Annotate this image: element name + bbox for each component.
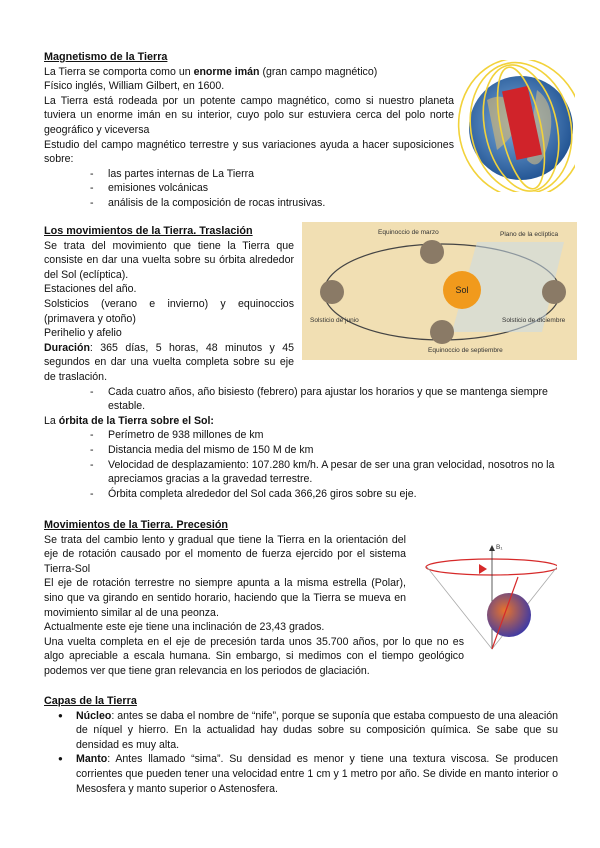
- vector-label: B₁: [496, 544, 503, 551]
- orbit-diagram-image: [302, 222, 577, 360]
- text: : 365 días, 5 horas, 48 minutos y 45 segundos en dar una vuelta completa sobre su eje de traslación.: [44, 341, 294, 383]
- bullet-list: [44, 385, 558, 414]
- paragraph: El eje de rotación terrestre no siempre apunta a la misma estrella (Polar), sino que va girando en sentido horario, haciendo que la Tierra se mueva en movimiento similar al de una peonza.: [44, 577, 406, 619]
- bold-text: Duración: [44, 341, 90, 354]
- label-plano-ecliptica: Plano de la eclíptica: [500, 231, 559, 238]
- bold-text: Manto: [76, 753, 108, 766]
- list-item: [58, 709, 558, 753]
- traslacion-text: [44, 224, 294, 385]
- bullet-list: [44, 709, 558, 797]
- list-item: - Velocidad de desplazamiento: 107.280 km/h. A pesar de ser una gran velocidad, nosotros no la apreciamos gracias a la gravedad terrestre.: [90, 458, 558, 487]
- sun-label: Sol: [455, 285, 469, 295]
- paragraph: Perihelio y afelio: [44, 327, 122, 340]
- paragraph: Se trata del movimiento que tiene la Tierra que consiste en dar una vuelta sobre su órbita alrededor del Sol (eclíptica).: [44, 239, 294, 281]
- paragraph: La Tierra está rodeada por un potente campo magnético, como si nuestro planeta tuviera un enorme imán en su interior, cuyo polo sur estuviera cerca del polo norte geográfico y viceversa: [44, 94, 454, 136]
- list-item: - Cada cuatro años, año bisiesto (febrero) para ajustar los horarios y que se mantenga siempre estable.: [90, 385, 558, 414]
- paragraph: Solsticios (verano e invierno) y equinoccios (primavera y otoño): [44, 297, 294, 325]
- text: (gran campo magnético): [259, 65, 378, 78]
- bullet-list: [44, 167, 454, 211]
- list-item: - Perímetro de 938 millones de km: [90, 428, 558, 443]
- paragraph: Estudio del campo magnético terrestre y sus variaciones ayuda a hacer suposiciones sobre:: [44, 138, 454, 166]
- text: La: [44, 414, 59, 427]
- magnetic-field-globe-image: [457, 60, 575, 192]
- bold-text: órbita de la Tierra sobre el Sol:: [58, 414, 214, 427]
- list-item: - Órbita completa alrededor del Sol cada 366,26 giros sobre su eje.: [90, 487, 558, 502]
- paragraph: Se trata del cambio lento y gradual que tiene la Tierra en la orientación del eje de rotación causado por el momento de fuerza ejercido por el sistema Tierra-Sol: [44, 533, 406, 575]
- section-magnetismo: [44, 50, 454, 211]
- section-title-magnetismo: Magnetismo de la Tierra: [44, 51, 168, 63]
- text: : antes se daba el nombre de “nife”, porque se suponía que estaba compuesto de una aleación de níquel y hierro. En la actualidad hay dudas sobre su composición química. Se sabe que su densidad es muy alta.: [76, 709, 558, 751]
- bold-text: Núcleo: [76, 709, 112, 722]
- paragraph: Actualmente este eje tiene una inclinación de 23,43 grados.: [44, 621, 325, 634]
- bold-text: enorme imán: [193, 65, 260, 78]
- label-equinoccio-septiembre: Equinoccio de septiembre: [428, 347, 503, 354]
- section-title-capas: Capas de la Tierra: [44, 695, 137, 707]
- list-item: [58, 752, 558, 796]
- text: La Tierra se comporta como un: [44, 65, 194, 78]
- bullet-list: [44, 428, 558, 501]
- label-solsticio-diciembre: Solsticio de diciembre: [502, 317, 566, 324]
- list-item: - Distancia media del mismo de 150 M de km: [90, 443, 558, 458]
- list-item: - análisis de la composición de rocas intrusivas.: [90, 196, 454, 211]
- paragraph: [44, 414, 558, 429]
- paragraph: Físico inglés, William Gilbert, en 1600.: [44, 80, 225, 93]
- section-capas: [44, 694, 558, 796]
- list-item: - emisiones volcánicas: [90, 181, 454, 196]
- section-title-traslacion: Los movimientos de la Tierra. Traslación: [44, 225, 253, 237]
- text: : Antes llamado “sima”. Su densidad es menor y tiene una textura viscosa. Se producen corrientes que pueden tener una velocidad entre 1 cm y 1 metro por año. Se divide en manto interior o Mesosfera y manto superior o Astenosfera.: [76, 753, 558, 795]
- label-solsticio-junio: Solsticio de junio: [310, 317, 359, 324]
- precession-diagram-image: [417, 537, 557, 655]
- list-item: - las partes internas de La Tierra: [90, 167, 454, 182]
- precesion-text: [44, 533, 406, 635]
- paragraph: Una vuelta completa en el eje de precesión tarda unos 35.700 años, por lo que no es algo apreciable a escala humana. Sin embargo, si medimos con el tiempo geológico podemos ver que tiene gran relevancia en los periodos de glaciación.: [44, 635, 464, 677]
- paragraph: Estaciones del año.: [44, 283, 137, 296]
- section-title-precesion: Movimientos de la Tierra. Precesión: [44, 519, 229, 531]
- paragraph: [44, 341, 294, 385]
- paragraph: [44, 65, 454, 80]
- label-equinoccio-marzo: Equinoccio de marzo: [378, 229, 439, 236]
